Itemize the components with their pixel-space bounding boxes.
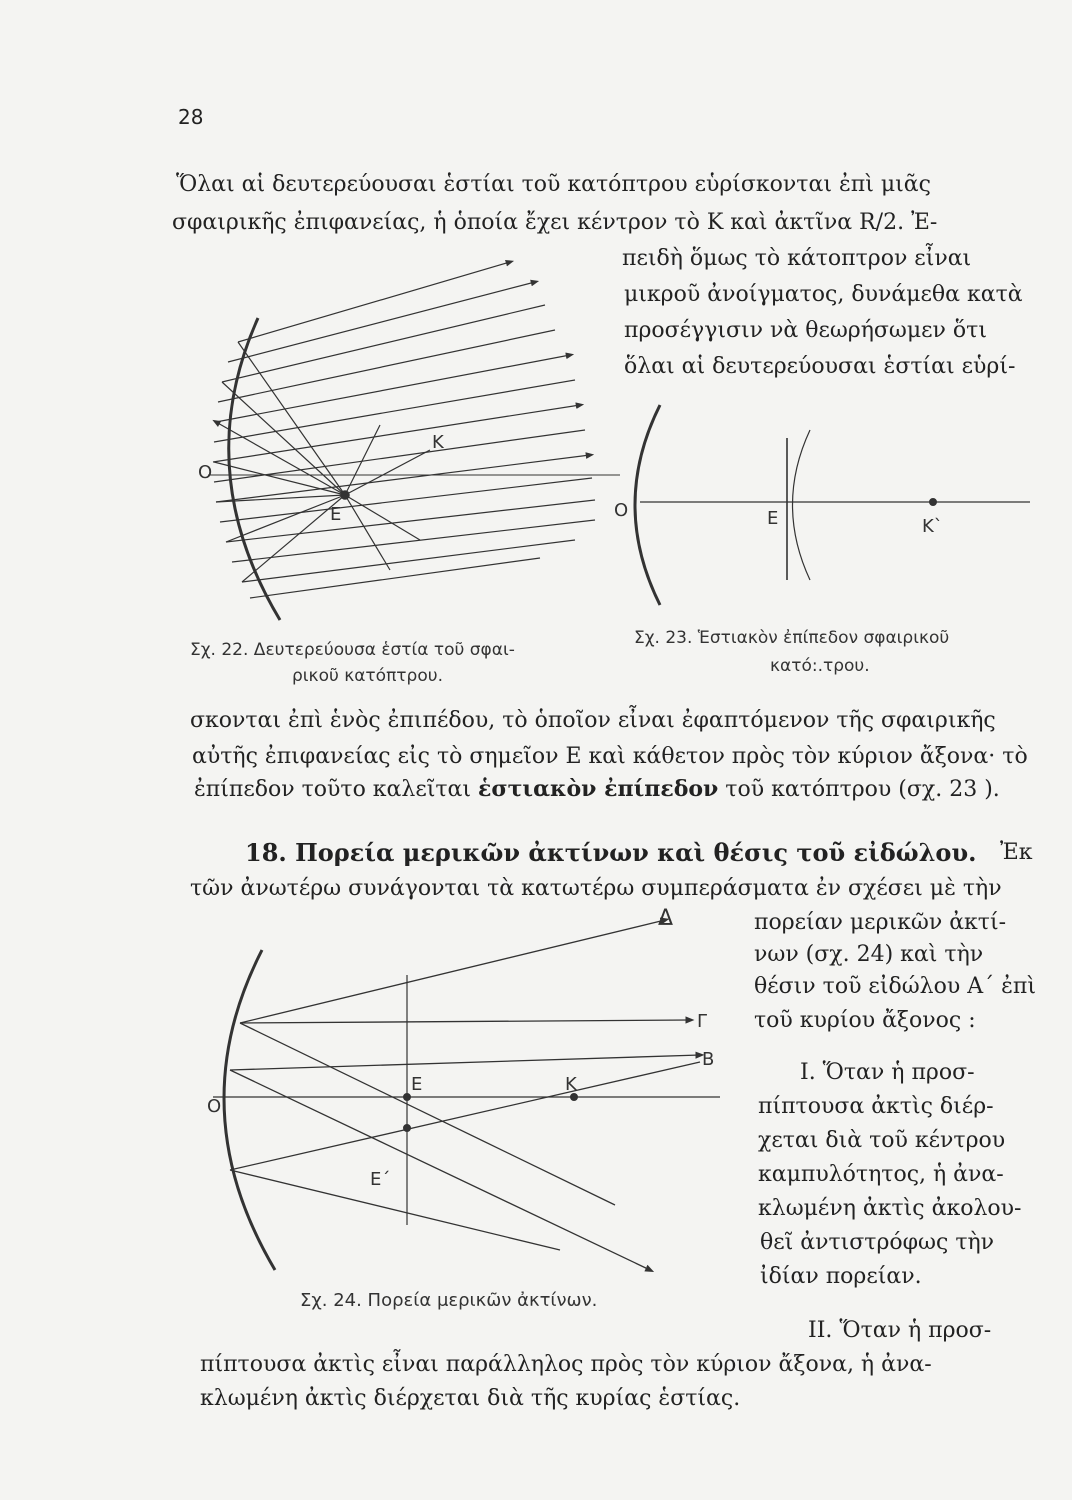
section-18-line2: τῶν ἀνωτέρω συνάγονται τὰ κατωτέρω συμπεράσματα ἐν σχέσει μὲ τὴν — [190, 876, 1002, 901]
fig22-label-o: O — [198, 462, 213, 483]
fig24-mirror — [224, 950, 275, 1270]
section-18-r8: καμπυλότητος, ἡ ἀνα- — [758, 1162, 1004, 1187]
fig23-caption-line2: κατό:.τρου. — [770, 656, 870, 676]
fig24-rays — [230, 920, 700, 1270]
fig24-label-e2: E΄ — [370, 1169, 391, 1190]
fig24-label-k: K — [565, 1074, 577, 1095]
fig24-label-b: B — [702, 1049, 715, 1070]
section-18-r1: πορείαν μερικῶν ἀκτί- — [754, 910, 1007, 935]
section-18-b1: πίπτουσα ἀκτὶς εἶναι παράλληλος πρὸς τὸν κύριον ἄξονα, ἡ ἀνα- — [200, 1352, 932, 1377]
section-18-r5: Ι. Ὅταν ἡ προσ- — [800, 1060, 975, 1085]
section-18-r11: ἰδίαν πορείαν. — [760, 1264, 922, 1289]
fig23-focal-surface — [793, 430, 811, 580]
fig24-label-gamma: Γ — [697, 1011, 708, 1032]
fig23-label-k: K` — [922, 516, 943, 537]
section-18-r4: τοῦ κυρίου ἄξονος : — [754, 1008, 976, 1033]
section-18-r2: νων (σχ. 24) καὶ τὴν — [754, 942, 984, 967]
para1-line4: μικροῦ ἀνοίγματος, δυνάμεθα κατὰ — [624, 282, 1023, 307]
fig24-caption: Σχ. 24. Πορεία μερικῶν ἀκτίνων. — [300, 1290, 598, 1311]
para1-line6: ὅλαι αἱ δευτερεύουσαι ἑστίαι εὑρί- — [624, 354, 1016, 379]
fig24-label-e: E — [411, 1074, 423, 1095]
fig24-label-o: O — [207, 1096, 222, 1117]
para2-line3-b: τοῦ κατόπτρου (σχ. 23 ). — [718, 777, 1000, 802]
section-18-heading-cont: Ἐκ — [1000, 840, 1033, 865]
fig23-center-point — [930, 499, 937, 506]
fig22-focus-point — [341, 491, 349, 499]
figure-22 — [208, 262, 620, 620]
fig22-caption-line1: Σχ. 22. Δευτερεύουσα ἑστία τοῦ σφαι- — [190, 640, 515, 660]
para2-line3 — [194, 776, 1000, 803]
section-18-b2: κλωμένη ἀκτὶς διέρχεται διὰ τῆς κυρίας ἑστίας. — [200, 1386, 741, 1411]
section-18-r7: χεται διὰ τοῦ κέντρου — [758, 1128, 1006, 1153]
page-number: 28 — [178, 105, 204, 129]
section-18-heading: 18. Πορεία μερικῶν ἀκτίνων καὶ θέσις τοῦ εἰδώλου. — [245, 838, 977, 867]
para2-term-focal-plane: ἑστιακὸν ἐπίπεδον — [478, 776, 719, 802]
figure-24 — [213, 920, 720, 1270]
section-18-r3: θέσιν τοῦ εἰδώλου Α΄ ἐπὶ — [754, 974, 1036, 999]
fig24-point-e — [404, 1094, 411, 1101]
para1-line3: πειδὴ ὅμως τὸ κάτοπτρον εἶναι — [622, 246, 972, 271]
section-18-r9: κλωμένη ἀκτὶς ἀκολου- — [758, 1196, 1022, 1221]
fig23-label-e: E — [767, 508, 779, 529]
fig22-label-e: E — [330, 504, 342, 525]
fig22-label-k: K — [432, 432, 444, 453]
para2-line3-a: ἐπίπεδον τοῦτο καλεῖται — [194, 777, 479, 802]
para1-line2: σφαιρικῆς ἐπιφανείας, ἡ ὁποία ἔχει κέντρον τὸ Κ καὶ ἀκτῖνα R/2. Ἐ- — [172, 210, 938, 235]
fig24-label-delta: Δ — [658, 906, 674, 931]
section-18-r12: ΙΙ. Ὅταν ἡ προσ- — [808, 1318, 992, 1343]
para1-line5: προσέγγισιν νὰ θεωρήσωμεν ὅτι — [624, 318, 987, 343]
para1-line1: Ὅλαι αἱ δευτερεύουσαι ἑστίαι τοῦ κατόπτρου εὑρίσκονται ἐπὶ μιᾶς — [176, 172, 931, 197]
fig22-mirror — [229, 318, 280, 620]
para2-line1: σκονται ἐπὶ ἑνὸς ἐπιπέδου, τὸ ὁποῖον εἶναι ἐφαπτόμενον τῆς σφαιρικῆς — [190, 708, 996, 733]
fig24-point-e2 — [404, 1125, 411, 1132]
fig23-mirror — [635, 405, 660, 605]
section-18-r10: θεῖ ἀντιστρόφως τὴν — [760, 1230, 995, 1255]
section-18-r6: πίπτουσα ἀκτὶς διέρ- — [758, 1094, 994, 1119]
fig22-caption-line2: ρικοῦ κατόπτρου. — [292, 666, 443, 686]
fig23-caption-line1: Σχ. 23. Ἑστιακὸν ἐπίπεδον σφαιρικοῦ — [634, 628, 950, 648]
para2-line2: αὐτῆς ἐπιφανείας εἰς τὸ σημεῖον Ε καὶ κάθετον πρὸς τὸν κύριον ἄξονα· τὸ — [192, 744, 1028, 769]
figure-23 — [635, 405, 1030, 605]
fig22-rays — [213, 262, 595, 598]
fig23-label-o: O — [614, 500, 629, 521]
